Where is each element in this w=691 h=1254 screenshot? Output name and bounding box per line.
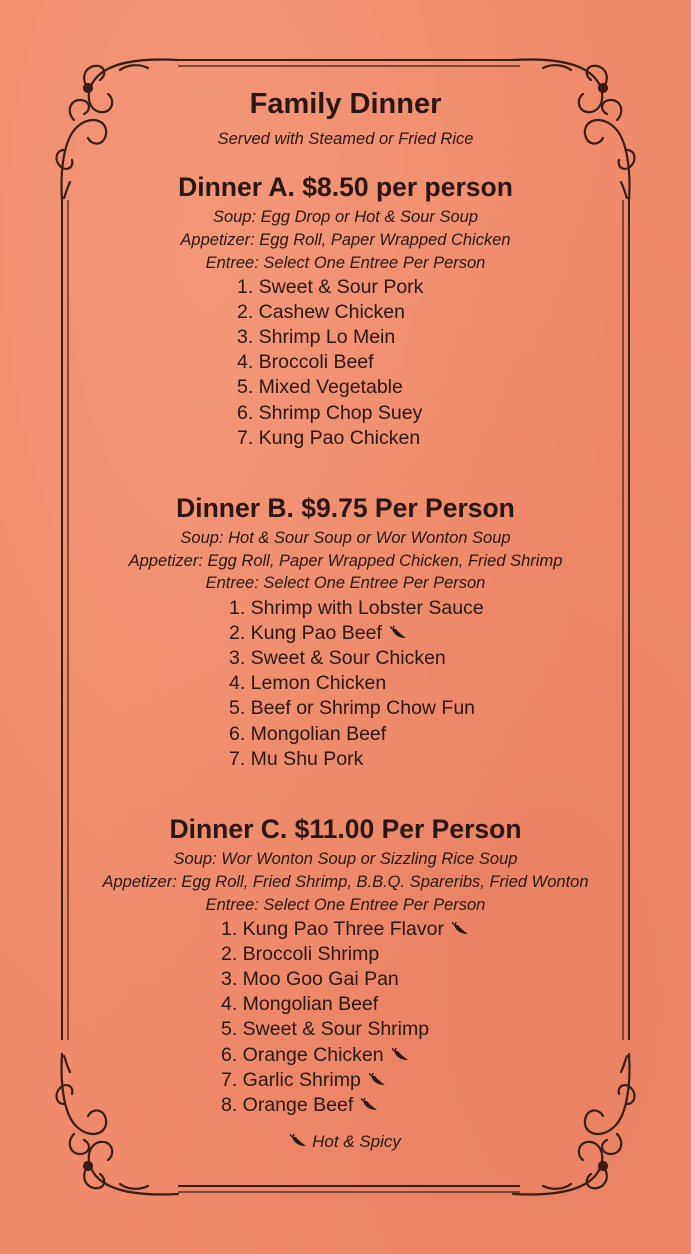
dinner-a-appetizer: Appetizer: Egg Roll, Paper Wrapped Chicken: [180, 231, 511, 249]
dinner-b-appetizer: Appetizer: Egg Roll, Paper Wrapped Chicken, Fried Shrimp: [128, 552, 563, 570]
menu-item-label: 1. Shrimp with Lobster Sauce: [229, 597, 484, 619]
page-subtitle: Served with Steamed or Fried Rice: [217, 130, 474, 148]
menu-item-label: 5. Sweet & Sour Shrimp: [221, 1018, 430, 1041]
menu-item-label: 3. Sweet & Sour Chicken: [229, 647, 446, 670]
menu-item: [229, 597, 484, 620]
dinner-c-heading: Dinner C. $11.00 Per Person: [169, 814, 522, 844]
dinner-c-soup: Soup: Wor Wonton Soup or Sizzling Rice Soup: [173, 850, 518, 868]
dinner-a-soup: Soup: Egg Drop or Hot & Sour Soup: [212, 208, 479, 226]
chili-pepper-icon: [361, 1098, 379, 1112]
menu-item-label: 4. Mongolian Beef: [221, 993, 379, 1016]
dinner-a-entree: Entree: Select One Entree Per Person: [205, 254, 486, 272]
menu-item-label: 3. Moo Goo Gai Pan: [221, 968, 399, 991]
menu-item: [237, 427, 420, 450]
dinner-b-heading: Dinner B. $9.75 Per Person: [176, 493, 515, 523]
menu-item: [229, 672, 386, 695]
chili-pepper-icon: [452, 922, 470, 936]
menu-item: [221, 968, 399, 991]
dinner-a-heading: Dinner A. $8.50 per person: [178, 172, 513, 202]
dinner-b-entree: Entree: Select One Entree Per Person: [205, 574, 486, 592]
menu-item-label: 6. Shrimp Chop Suey: [237, 401, 423, 424]
menu-item: [221, 993, 378, 1016]
menu-item-label: 3. Shrimp Lo Mein: [237, 326, 396, 349]
chili-pepper-icon: [392, 1048, 410, 1062]
menu-item-label: 4. Lemon Chicken: [229, 672, 387, 695]
menu-item-label: 1. Kung Pao Three Flavor: [221, 918, 444, 940]
menu-item-label: 8. Orange Beef: [221, 1093, 354, 1116]
menu-item-label: 2. Kung Pao Beef: [229, 622, 382, 645]
menu-item: [237, 402, 422, 425]
menu-item: [221, 1044, 410, 1067]
menu-item-label: 5. Beef or Shrimp Chow Fun: [229, 697, 476, 720]
dinner-b-soup: Soup: Hot & Sour Soup or Wor Wonton Soup: [180, 529, 511, 547]
menu-item: [221, 1018, 429, 1041]
menu-item: [229, 622, 408, 645]
menu-item: [229, 697, 475, 720]
dinner-c-appetizer: Appetizer: Egg Roll, Fried Shrimp, B.B.Q. Spareribs, Fried Wonton: [102, 873, 589, 891]
page-title: Family Dinner: [249, 88, 442, 120]
menu-item: [229, 723, 386, 746]
menu-item-label: 2. Broccoli Shrimp: [221, 943, 380, 966]
chili-pepper-icon: [390, 626, 408, 640]
menu-item-label: 1. Sweet & Sour Pork: [237, 276, 424, 298]
chili-pepper-icon: [290, 1134, 308, 1148]
menu-item: [221, 918, 470, 941]
menu-item: [221, 943, 379, 966]
menu-item-label: 2. Cashew Chicken: [237, 301, 405, 324]
menu-item: [229, 748, 363, 771]
spicy-legend: [0, 1132, 691, 1152]
menu-item: [221, 1094, 379, 1117]
menu-item: [237, 326, 395, 349]
menu-item: [221, 1069, 387, 1092]
spicy-legend-label: Hot & Spicy: [312, 1132, 401, 1151]
menu-item-label: 6. Mongolian Beef: [229, 722, 387, 745]
menu-item: [237, 301, 405, 324]
menu-item-label: 4. Broccoli Beef: [237, 351, 374, 374]
menu-item-label: 7. Kung Pao Chicken: [237, 426, 421, 449]
menu-item: [237, 276, 423, 299]
menu-item: [237, 376, 403, 399]
menu-item-label: 7. Garlic Shrimp: [221, 1068, 361, 1091]
menu-item: [237, 351, 374, 374]
menu-item-label: 7. Mu Shu Pork: [229, 747, 364, 770]
menu-item-label: 5. Mixed Vegetable: [237, 376, 403, 399]
dinner-c-entree: Entree: Select One Entree Per Person: [205, 896, 486, 914]
menu-item: [229, 647, 446, 670]
chili-pepper-icon: [369, 1073, 387, 1087]
menu-item-label: 6. Orange Chicken: [221, 1043, 384, 1066]
